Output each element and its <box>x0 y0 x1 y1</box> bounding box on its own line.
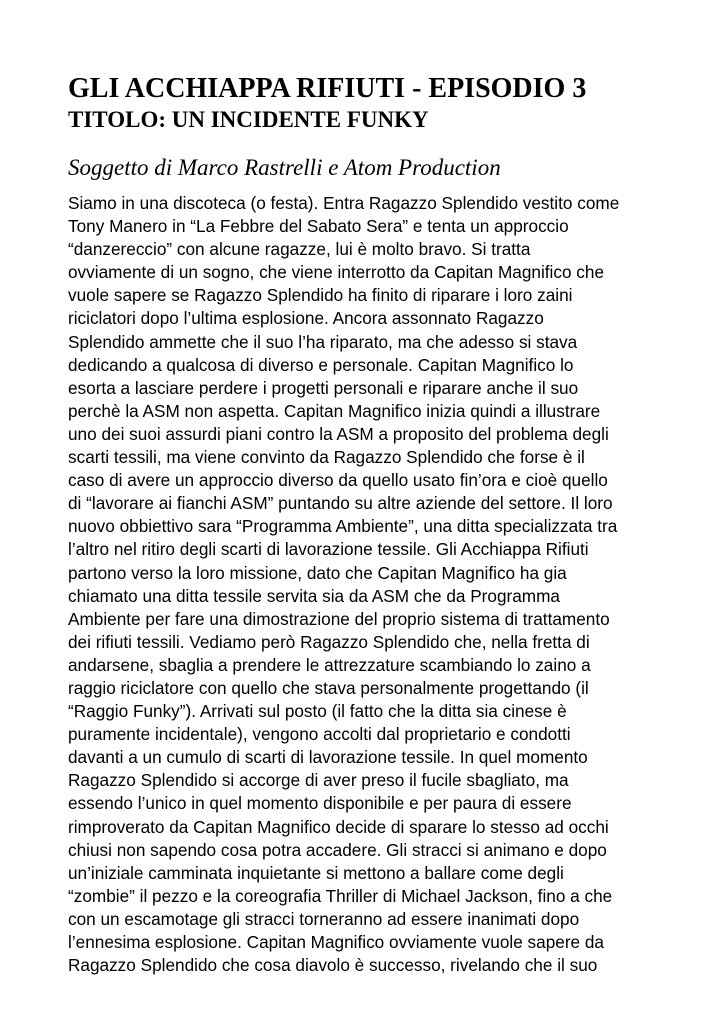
body-line: di “lavorare ai fianchi ASM” puntando su altre aziende del settore. Il loro <box>68 493 613 514</box>
body-line: dei rifiuti tessili. Vediamo però Ragazzo Splendido che, nella fretta di <box>68 631 590 652</box>
body-line: esorta a lasciare perdere i progetti personali e riparare anche il suo <box>68 377 579 398</box>
body-line: rimproverato da Capitan Magnifico decide di sparare lo stesso ad occhi <box>68 816 609 837</box>
episode-subtitle <box>68 106 668 134</box>
body-line: nuovo obbiettivo sara “Programma Ambiente”, una ditta specializzata tra <box>68 516 618 537</box>
body-line: raggio riciclatore con quello che stava personalmente progettando (il <box>68 677 589 698</box>
body-line: l’altro nel ritiro degli scarti di lavorazione tessile. Gli Acchiappa Rifiuti <box>68 539 589 560</box>
body-line: davanti a un cumulo di scarti di lavorazione tessile. In quel momento <box>68 747 588 768</box>
body-line: chiusi non sapendo cosa potra accadere. Gli stracci si animano e dopo <box>68 839 607 860</box>
body-line: dedicando a qualcosa di diverso e personale. Capitan Magnifico lo <box>68 354 574 375</box>
body-line: scarti tessili, ma viene convinto da Ragazzo Splendido che forse è il <box>68 447 585 468</box>
body-line: ovviamente di un sogno, che viene interrotto da Capitan Magnifico che <box>68 262 605 283</box>
body-line: perchè la ASM non aspetta. Capitan Magnifico inizia quindi a illustrare <box>68 400 601 421</box>
body-line: riciclatori dopo l’ultima esplosione. Ancora assonnato Ragazzo <box>68 308 544 329</box>
body-line: puramente incidentale), vengono accolti dal proprietario e condotti <box>68 724 571 745</box>
body-line: andarsene, sbaglia a prendere le attrezzature scambiando lo zaino a <box>68 654 591 675</box>
body-line: Ambiente per fare una dimostrazione del proprio sistema di trattamento <box>68 608 610 629</box>
subtitle-label: TITOLO: <box>68 107 166 132</box>
subtitle-value: UN INCIDENTE FUNKY <box>166 107 429 132</box>
body-line: caso di avere un approccio diverso da quello usato fin’ora e cioè quello <box>68 470 608 491</box>
body-line: chiamato una ditta tessile servita sia da ASM che da Programma <box>68 585 560 606</box>
body-paragraph <box>68 192 668 977</box>
body-line: con un escamotage gli stracci torneranno ad essere inanimati dopo <box>68 908 580 929</box>
body-line: Tony Manero in “La Febbre del Sabato Sera” e tenta un approccio <box>68 216 569 237</box>
body-line: Ragazzo Splendido si accorge di aver preso il fucile sbagliato, ma <box>68 770 569 791</box>
body-line: “Raggio Funky”). Arrivati sul posto (il fatto che la ditta sia cinese è <box>68 701 567 722</box>
body-line: Siamo in una discoteca (o festa). Entra Ragazzo Splendido vestito come <box>68 193 620 213</box>
body-line: essendo l’unico in quel momento disponibile e per paura di essere <box>68 793 572 814</box>
body-line: partono verso la loro missione, dato che Capitan Magnifico ha gia <box>68 562 567 583</box>
document-title: GLI ACCHIAPPA RIFIUTI - EPISODIO 3 <box>68 73 587 104</box>
body-line: “danzereccio” con alcune ragazze, lui è molto bravo. Si tratta <box>68 239 531 260</box>
body-line: Ragazzo Splendido che cosa diavolo è successo, rivelando che il suo <box>68 955 598 976</box>
body-line: Splendido ammette che il suo l’ha riparato, ma che adesso si stava <box>68 331 578 352</box>
document-page <box>68 72 668 977</box>
author-line: Soggetto di Marco Rastrelli e Atom Production <box>68 155 501 180</box>
body-line: l’ennesima esplosione. Capitan Magnifico ovviamente vuole sapere da <box>68 932 604 952</box>
body-line: “zombie” il pezzo e la coreografia Thriller di Michael Jackson, fino a che <box>68 885 613 906</box>
body-line: vuole sapere se Ragazzo Splendido ha finito di riparare i loro zaini <box>68 285 573 306</box>
body-line: uno dei suoi assurdi piani contro la ASM a proposito del problema degli <box>68 423 609 444</box>
body-line: un’iniziale camminata inquietante si mettono a ballare come degli <box>68 862 564 883</box>
